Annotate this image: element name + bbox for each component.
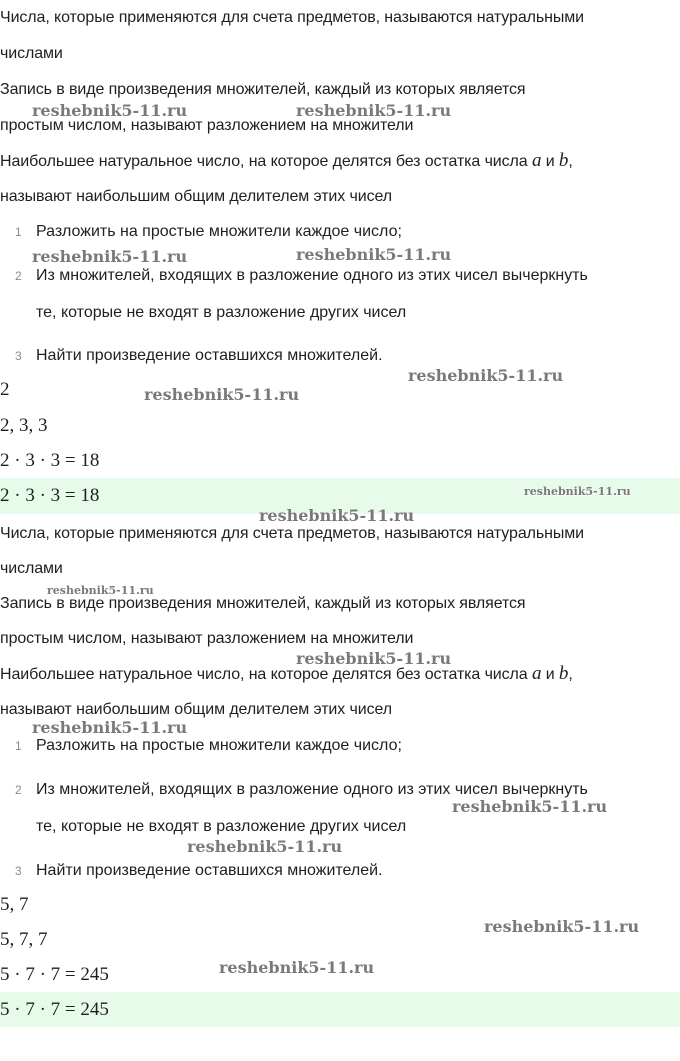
solution-line-1: 2 xyxy=(0,379,10,400)
step-3 xyxy=(0,853,383,889)
definition-gcd-line-1 xyxy=(0,143,573,180)
conjunction: и xyxy=(545,153,555,170)
step-text: Найти произведение оставшихся множителей. xyxy=(36,347,383,364)
watermark: reshebnik5-11.ru xyxy=(187,837,343,856)
step-1 xyxy=(0,728,402,764)
step-text: Из множителей, входящих в разложение одного из этих чисел вычеркнуть xyxy=(36,267,588,284)
watermark: reshebnik5-11.ru xyxy=(47,584,154,597)
variable-b: b xyxy=(558,663,569,684)
watermark: reshebnik5-11.ru xyxy=(296,101,452,120)
step-number: 2 xyxy=(15,783,22,797)
step-number: 2 xyxy=(15,269,22,283)
step-text: Из множителей, входящих в разложение одного из этих чисел вычеркнуть xyxy=(36,781,588,798)
watermark: reshebnik5-11.ru xyxy=(296,245,452,264)
watermark: reshebnik5-11.ru xyxy=(144,385,300,404)
step-number: 1 xyxy=(15,739,22,753)
watermark: reshebnik5-11.ru xyxy=(408,366,564,385)
definition-natural-line-2: числами xyxy=(0,45,63,62)
definition-factorization-line-1: Запись в виде произведения множителей, каждый из которых является xyxy=(0,595,526,612)
watermark: reshebnik5-11.ru xyxy=(452,797,608,816)
definition-gcd-line-2: называют наибольшим общим делителем этих чисел xyxy=(0,701,392,718)
watermark: reshebnik5-11.ru xyxy=(524,485,631,498)
answer-highlight xyxy=(0,992,680,1027)
definition-gcd-line-2: называют наибольшим общим делителем этих чисел xyxy=(0,188,392,205)
solution-line-1: 5, 7 xyxy=(0,894,29,915)
step-3 xyxy=(0,338,383,374)
step-2-continued xyxy=(0,295,406,331)
watermark: reshebnik5-11.ru xyxy=(32,718,188,737)
definition-factorization-line-2: простым числом, называют разложением на множители xyxy=(0,630,414,647)
definition-natural-line-1: Числа, которые применяются для счета предметов, называются натуральными xyxy=(0,525,584,542)
answer-highlight xyxy=(0,478,680,514)
step-2 xyxy=(0,258,588,294)
step-2 xyxy=(0,772,588,808)
watermark: reshebnik5-11.ru xyxy=(32,101,188,120)
step-number: 3 xyxy=(15,864,22,878)
conjunction: и xyxy=(545,666,555,683)
definition-natural-line-2: числами xyxy=(0,560,63,577)
definition-factorization-line-2: простым числом, называют разложением на множители xyxy=(0,117,414,134)
step-text: Разложить на простые множители каждое число; xyxy=(36,223,402,240)
definition-gcd-text: Наибольшее натуральное число, на которое делятся без остатка числа xyxy=(0,666,528,683)
answer-text: 5 · 7 · 7 = 245 xyxy=(0,999,109,1020)
comma: , xyxy=(568,153,573,170)
step-text: те, которые не входят в разложение других чисел xyxy=(36,818,407,835)
definition-natural-line-1: Числа, которые применяются для счета предметов, называются натуральными xyxy=(0,9,584,26)
solution-line-2: 2, 3, 3 xyxy=(0,415,48,436)
step-text: Найти произведение оставшихся множителей. xyxy=(36,862,383,879)
definition-gcd-line-1 xyxy=(0,656,573,693)
watermark: reshebnik5-11.ru xyxy=(259,506,415,525)
solution-line-3: 5 · 7 · 7 = 245 xyxy=(0,964,109,985)
definition-factorization-line-1: Запись в виде произведения множителей, каждый из которых является xyxy=(0,81,526,98)
definition-gcd-text: Наибольшее натуральное число, на которое делятся без остатка числа xyxy=(0,153,528,170)
watermark: reshebnik5-11.ru xyxy=(219,958,375,977)
watermark: reshebnik5-11.ru xyxy=(484,917,640,936)
step-2-continued xyxy=(0,809,406,845)
watermark: reshebnik5-11.ru xyxy=(296,649,452,668)
step-text: те, которые не входят в разложение других чисел xyxy=(36,304,407,321)
solution-line-3: 2 · 3 · 3 = 18 xyxy=(0,450,100,471)
answer-text: 2 · 3 · 3 = 18 xyxy=(0,485,100,506)
variable-a: a xyxy=(531,150,542,171)
step-1 xyxy=(0,214,402,250)
variable-b: b xyxy=(558,150,569,171)
solution-line-2: 5, 7, 7 xyxy=(0,929,48,950)
watermark: reshebnik5-11.ru xyxy=(32,247,188,266)
step-number: 1 xyxy=(15,225,22,239)
comma: , xyxy=(568,666,573,683)
step-text: Разложить на простые множители каждое число; xyxy=(36,737,402,754)
variable-a: a xyxy=(531,663,542,684)
step-number: 3 xyxy=(15,349,22,363)
